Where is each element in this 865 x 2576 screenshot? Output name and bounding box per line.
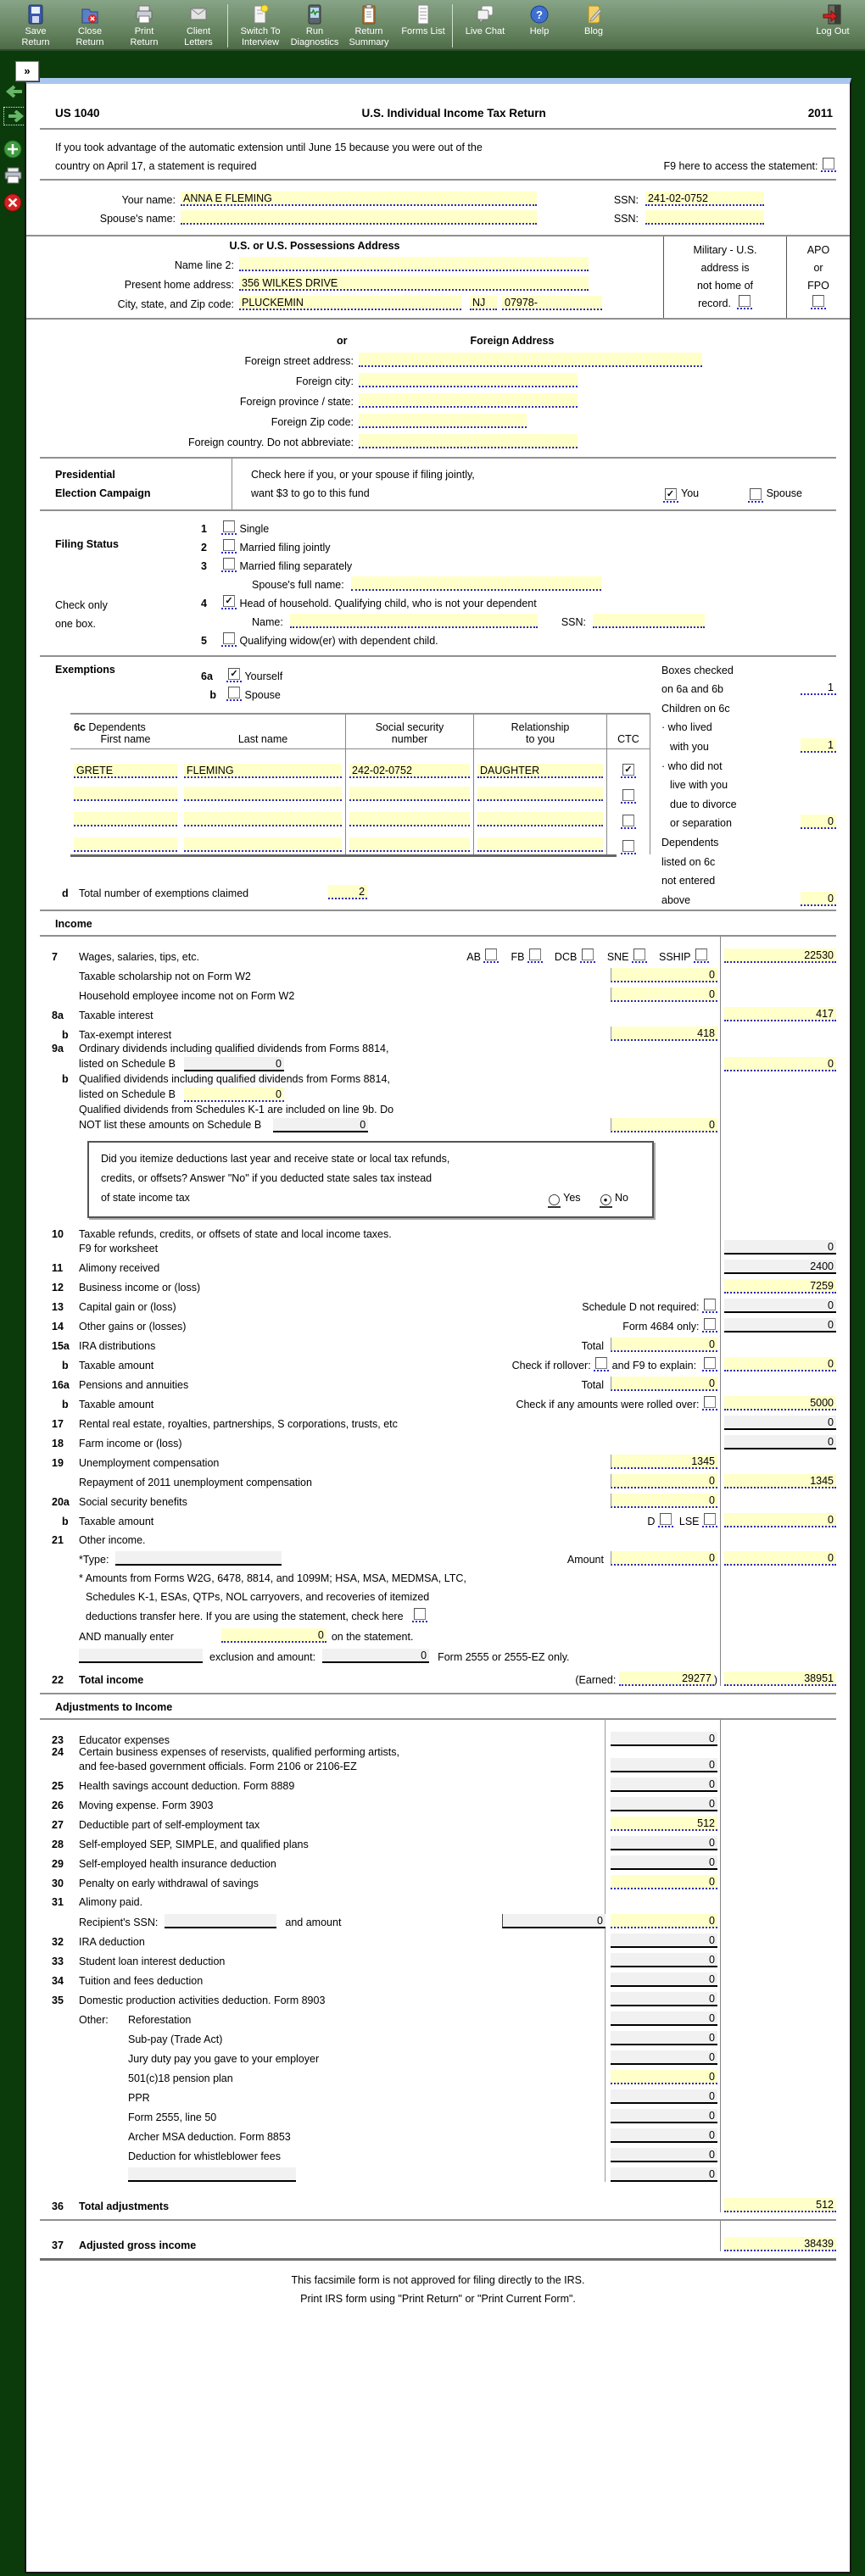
qualifying-child-name-field[interactable] xyxy=(290,614,538,628)
dependent-relationship[interactable]: DAUGHTER xyxy=(477,764,603,778)
foreign-address-header: Foreign Address xyxy=(470,335,555,347)
help-icon xyxy=(529,3,550,25)
line-29-row: 29 Self-employed health insurance deduction 0 xyxy=(40,1850,836,1870)
spouse-name-label: Spouse's name: xyxy=(99,213,176,225)
city-field[interactable]: PLUCKEMIN xyxy=(239,296,461,310)
line-6d-row: d Total number of exemptions claimed 2 xyxy=(40,879,836,899)
line-8a-row: 8a Taxable interest 417 xyxy=(40,1002,836,1021)
alimony-recipient-ssn-field[interactable] xyxy=(165,1914,276,1928)
line-15b-row: b Taxable amount Check if rollover: and F9 to explain: 0 xyxy=(40,1352,836,1371)
alimony-paid-amount[interactable]: 0 xyxy=(502,1914,606,1928)
line-9a-row: 9a Ordinary dividends including qualified dividends from Forms 8814, listed on Schedule B 0 0 xyxy=(40,1043,836,1071)
line-25-row: 25 Health savings account deduction. Form 8889 0 xyxy=(40,1772,836,1792)
form-header xyxy=(26,107,850,120)
business-expenses-amount[interactable]: 0 xyxy=(611,1758,717,1772)
diagnostics-icon xyxy=(304,3,325,25)
toolbar-separator xyxy=(452,4,453,47)
line-7-scholarship-row: Taxable scholarship not on Form W2 0 xyxy=(40,963,836,982)
exemption-yourself-checkbox[interactable]: ✓ xyxy=(226,668,242,682)
ordinary-dividends-amount[interactable]: 0 xyxy=(724,1057,836,1071)
dependent-last-name[interactable] xyxy=(184,812,342,826)
f9-explain-checkbox[interactable] xyxy=(702,1357,717,1371)
exemptions-summary-panel: Boxes checked on 6a and 6b 1 Children on 6c · who lived with you 1 · who did not live with you due to divorce or separation 0 Dependents listed on 6c not entered above 0 xyxy=(661,657,836,906)
extension-text: If you took advantage of the automatic extension until June 15 because you were out of the xyxy=(55,142,483,153)
boxes-checked-count: 1 xyxy=(801,681,836,695)
your-name-field[interactable]: ANNA E FLEMING xyxy=(181,192,537,206)
subpay-amount[interactable]: 0 xyxy=(611,2031,717,2045)
qualifying-child-ssn-field[interactable] xyxy=(593,614,705,628)
interview-page-icon xyxy=(250,3,271,25)
lse-checkbox[interactable] xyxy=(702,1513,717,1527)
other-archer-row: Archer MSA deduction. Form 8853 0 xyxy=(40,2123,836,2143)
dependent-first-name[interactable] xyxy=(74,837,177,852)
switch-to-interview-button[interactable]: Switch To Interview xyxy=(233,3,287,48)
f9-statement-label: F9 here to access the statement: xyxy=(663,160,818,172)
other-income-amount[interactable]: 0 xyxy=(611,1551,717,1566)
dependent-relationship[interactable] xyxy=(477,787,603,801)
unemployment-amount[interactable]: 1345 xyxy=(611,1455,717,1469)
tuition-fees-amount[interactable]: 0 xyxy=(611,1972,717,1987)
reforestation-amount[interactable]: 0 xyxy=(611,2011,717,2026)
line-35-row: 35 Domestic production activities deduction. Form 8903 0 xyxy=(40,1987,836,2006)
form-2555-line50-amount[interactable]: 0 xyxy=(611,2109,717,2123)
envelope-icon xyxy=(188,3,209,25)
us-address-header: U.S. or U.S. Possessions Address xyxy=(229,240,400,252)
hsa-deduction-amount[interactable]: 0 xyxy=(611,1778,717,1792)
line-30-row: 30 Penalty on early withdrawal of savings 0 xyxy=(40,1870,836,1889)
dependent-row xyxy=(70,829,650,854)
jury-duty-amount[interactable]: 0 xyxy=(611,2050,717,2065)
sne-checkbox[interactable] xyxy=(632,949,647,963)
ctc-checkbox[interactable]: ✓ xyxy=(621,764,636,778)
income-title: Income xyxy=(55,917,92,930)
dependent-row xyxy=(70,749,650,778)
income-header xyxy=(26,911,850,935)
line-24-row: 24 Certain business expenses of reservists, qualified performing artists, and fee-based government officials. Form 2106 or 2106-EZ 0 xyxy=(40,1746,836,1772)
line-32-row: 32 IRA deduction 0 xyxy=(40,1928,836,1948)
apo-fpo-checkbox[interactable] xyxy=(811,295,826,309)
form-us1040 xyxy=(25,78,851,2573)
other-form2555-row: Form 2555, line 50 0 xyxy=(40,2104,836,2123)
schedule-d-checkbox[interactable] xyxy=(702,1299,717,1313)
spouse-ssn-field[interactable] xyxy=(645,210,764,225)
spouse-name-field[interactable] xyxy=(181,210,537,225)
other-income-type-field[interactable] xyxy=(115,1551,282,1566)
line-22-row: 22 Total income (Earned: 29277 ) 38951 xyxy=(40,1663,836,1686)
other-501c18-row: 501(c)18 pension plan 0 xyxy=(40,2065,836,2084)
zip-field[interactable]: 07978- xyxy=(502,296,602,310)
state-field[interactable]: NJ xyxy=(470,296,497,310)
dependent-relationship[interactable] xyxy=(477,837,603,852)
whistleblower-fees-amount[interactable]: 0 xyxy=(611,2148,717,2162)
other-adjustment-amount[interactable]: 0 xyxy=(611,2167,717,2182)
blog-icon xyxy=(583,3,604,25)
dcb-checkbox[interactable] xyxy=(580,949,595,963)
help-button[interactable]: ? Help xyxy=(512,3,566,37)
alimony-paid-col-amount[interactable]: 0 xyxy=(611,1914,717,1928)
toolbar xyxy=(0,0,865,51)
line-26-row: 26 Moving expense. Form 3903 0 xyxy=(40,1792,836,1811)
dependent-first-name[interactable] xyxy=(74,787,177,801)
foreign-country-field[interactable] xyxy=(359,434,578,448)
line-20b-row: b Taxable amount D LSE 0 xyxy=(40,1508,836,1527)
line-36-row: 36 Total adjustments 512 xyxy=(40,2182,836,2212)
agi-amount[interactable]: 38439 xyxy=(724,2237,836,2251)
exemption-spouse-checkbox[interactable] xyxy=(226,687,242,701)
dependent-first-name[interactable]: GRETE xyxy=(74,764,177,778)
filing-single-checkbox[interactable] xyxy=(221,520,237,535)
ppr-amount[interactable]: 0 xyxy=(611,2089,717,2104)
back-arrow-icon[interactable] xyxy=(3,85,24,98)
sship-checkbox[interactable] xyxy=(694,949,709,963)
line-14-row: 14 Other gains or (losses) Form 4684 only: 0 xyxy=(40,1313,836,1333)
save-return-button[interactable]: Save Return xyxy=(8,3,63,48)
foreign-street-field[interactable] xyxy=(359,353,702,367)
dependent-row xyxy=(70,804,650,829)
line-11-row: 11 Alimony received 2400 xyxy=(40,1255,836,1274)
save-return-label: Save xyxy=(25,26,47,36)
adjustments-header xyxy=(26,1694,850,1718)
unemployment-net-amount[interactable]: 1345 xyxy=(724,1474,836,1488)
close-icon xyxy=(80,3,100,25)
dependent-ssn[interactable] xyxy=(349,787,470,801)
line-28-row: 28 Self-employed SEP, SIMPLE, and qualified plans 0 xyxy=(40,1831,836,1850)
dependent-last-name[interactable] xyxy=(184,787,342,801)
ira-deduction-amount[interactable]: 0 xyxy=(611,1933,717,1948)
presidential-title: Presidential Election Campaign xyxy=(55,469,151,499)
exemptions-title: Exemptions xyxy=(55,664,115,676)
form-id: US 1040 xyxy=(55,107,100,120)
line-19-row: 19 Unemployment compensation 1345 xyxy=(40,1449,836,1469)
extension-section: If you took advantage of the automatic extension until June 15 because you were out of the country on April 17, a statement is required F9 here to access the statement: xyxy=(26,130,850,172)
dependent-row xyxy=(70,778,650,804)
line-21-type-row: *Type: Amount 0 0 xyxy=(40,1546,836,1566)
pensions-taxable-amount[interactable]: 5000 xyxy=(724,1396,836,1410)
itemize-question-box: Did you itemize deductions last year and receive state or local tax refunds, credits, or offsets? Answer "No" if you deducted state sales tax instead of state income tax Yes ● No xyxy=(87,1141,654,1218)
other-income-note: * Amounts from Forms W2G, 6478, 8814, and 1099M; HSA, MSA, MEDMSA, LTC, xyxy=(79,1572,466,1584)
line-17-row: 17 Rental real estate, royalties, partnerships, S corporations, trusts, etc 0 xyxy=(40,1410,836,1430)
military-address-cell: Military - U.S. address is not home of record. xyxy=(663,236,786,318)
foreign-address-section: or Foreign Address Foreign street address: Foreign city: Foreign province / state: Foreign Zip code: Foreign country. Do not abbreviate: xyxy=(26,320,850,448)
foreign-zip-field[interactable] xyxy=(359,414,527,428)
foreign-city-field[interactable] xyxy=(359,373,578,387)
d-checkbox[interactable] xyxy=(658,1513,673,1527)
form-title: U.S. Individual Income Tax Return xyxy=(361,107,546,120)
exclusion-type-field[interactable] xyxy=(79,1649,203,1663)
exemptions-section: Exemptions 6a ✓ Yourself b Spouse 6c Dependents Social security Relationship First name Last name number to you CTC GRETE FLEMING 242-02-0752 DAUGHTER ✓ Boxes checked on 6a and 6b 1 Children on 6c · who lived with you 1 · who did not live with you due to divorce or separation 0 Dependents listed on 6c not entered above 0 d Total number of exemptions claimed 2 xyxy=(26,657,850,899)
names-section: Your name: ANNA E FLEMING SSN: 241-02-0752 Spouse's name: SSN: xyxy=(26,181,850,225)
dependent-first-name[interactable] xyxy=(74,812,177,826)
line-9b-row: b Qualified dividends including qualified dividends from Forms 8814, listed on Schedule B 0 xyxy=(62,1072,390,1100)
line-21-row: 21 Other income. xyxy=(52,1533,146,1546)
other-juryduty-row: Jury duty pay you gave to your employer 0 xyxy=(40,2045,836,2065)
line-12-row: 12 Business income or (loss) 7259 xyxy=(40,1274,836,1294)
logout-door-icon xyxy=(822,3,844,25)
other-subpay-row: Sub-pay (Trade Act) 0 xyxy=(40,2026,836,2045)
taxable-interest-amount[interactable]: 417 xyxy=(724,1007,836,1021)
chat-bubbles-icon xyxy=(475,3,495,25)
dependent-last-name[interactable] xyxy=(184,837,342,852)
line-31-ssn-row: Recipient's SSN: and amount 0 0 xyxy=(40,1908,836,1928)
line-10-row: 10 Taxable refunds, credits, or offsets of state and local income taxes. F9 for worksheet 0 xyxy=(40,1228,836,1255)
statement-checkbox[interactable] xyxy=(412,1608,427,1622)
line-7-amount[interactable]: 22530 xyxy=(724,949,836,963)
rolled-over-checkbox[interactable] xyxy=(702,1396,717,1410)
filing-status-title: Filing Status xyxy=(55,538,119,550)
filing-status-section: Filing Status Check only one box. 1 Single 2 Married filing jointly 3 Married filing separately Spouse's full name: 4 ✓ Head of household. Qualifying child, who is not your dependent Name: SSN: 5 Qualifying widow(er) with dependent child. xyxy=(26,511,850,647)
dependent-ssn[interactable] xyxy=(349,812,470,826)
extension-checkbox[interactable] xyxy=(821,158,836,172)
line-31-row: 31 Alimony paid. xyxy=(52,1895,143,1908)
filing-widow-checkbox[interactable] xyxy=(221,632,237,647)
dependents-not-entered-count: 0 xyxy=(801,892,836,906)
divider xyxy=(70,854,617,857)
line-21-exclusion-row: exclusion and amount: 0 Form 2555 or 2555-EZ only. xyxy=(40,1643,836,1663)
return-summary-button[interactable]: Return Summary xyxy=(342,3,396,48)
us-address-box: U.S. or U.S. Possessions Address Name line 2: Present home address: 356 WILKES DRIVE City, state, and Zip code: PLUCKEMIN NJ 07978- Military - U.S. address is not home of record. APO or FPO xyxy=(26,235,850,320)
dependent-relationship[interactable] xyxy=(477,812,603,826)
line-7-household-row: Household employee income not on Form W2 0 xyxy=(40,982,836,1002)
domestic-production-amount[interactable]: 0 xyxy=(611,1992,717,2006)
dependent-last-name[interactable]: FLEMING xyxy=(184,764,342,778)
adjustments-title: Adjustments to Income xyxy=(55,1700,173,1713)
itemize-no-radio[interactable]: ● xyxy=(600,1194,612,1208)
ab-checkbox[interactable] xyxy=(483,949,499,963)
household-employee-amount[interactable]: 0 xyxy=(611,988,717,1002)
agi-section xyxy=(26,2221,850,2251)
moving-expense-amount[interactable]: 0 xyxy=(611,1797,717,1811)
children-lived-count: 1 xyxy=(801,738,836,753)
blog-button[interactable]: Blog xyxy=(566,3,621,37)
filing-mfs-checkbox[interactable] xyxy=(221,558,237,572)
dependents-table: 6c Dependents Social security Relationship First name Last name number to you CTC GRETE FLEMING 242-02-0752 DAUGHTER ✓ xyxy=(70,713,650,854)
filing-mfj-checkbox[interactable] xyxy=(221,539,237,554)
farm-income-amount[interactable]: 0 xyxy=(724,1435,836,1449)
dependent-ssn[interactable] xyxy=(349,837,470,852)
print-icon[interactable] xyxy=(3,166,24,185)
ira-taxable-amount[interactable]: 0 xyxy=(724,1357,836,1371)
form-year: 2011 xyxy=(807,107,833,120)
forms-list-icon xyxy=(413,3,433,25)
other-reforestation-row: Other: Reforestation 0 xyxy=(40,2006,836,2026)
business-income-amount[interactable]: 7259 xyxy=(724,1279,836,1294)
scholarship-amount[interactable]: 0 xyxy=(611,968,717,982)
spouse-full-name-field[interactable] xyxy=(351,576,601,591)
line-18-row: 18 Farm income or (loss) 0 xyxy=(40,1430,836,1449)
other-whistleblower-row: Deduction for whistleblower fees 0 xyxy=(40,2143,836,2162)
military-checkbox[interactable] xyxy=(737,295,752,309)
capital-gain-amount[interactable]: 0 xyxy=(724,1299,836,1313)
manual-statement-amount[interactable]: 0 xyxy=(221,1628,326,1643)
line-9-k1-row: Qualified dividends from Schedules K-1 are included on line 9b. Do NOT list these amounts on Schedule B 0 0 xyxy=(40,1104,836,1132)
svg-text:?: ? xyxy=(536,8,543,21)
line-15a-row: 15a IRA distributions Total 0 xyxy=(40,1333,836,1352)
income-body: 7 Wages, salaries, tips, etc. AB FB DCB SNE SSHIP 22530 Taxable scholarship not on Form W2 0 Household employee income not on Form W2 0 8a Taxable interest 417 b Tax-exempt interest 418 9a Ordinary dividends including qualified dividends from Forms 8814, listed on Schedule B 0 0 b Qualified dividends including qualified dividends from Forms 8814, listed on Schedule B 0 Qualified dividends from Schedules K-1 are included on line 9b. Do NOT list these amounts on Schedule B 0 0 Did you itemize deductions last year and receive state or local tax refunds, credits, or offsets? Answer "No" if you deducted state sales tax instead of state income tax Yes ● No 10 Taxable refunds, credits, or offsets of state and local income taxes. F9 for worksheet 0 11 Alimony received 2400 12 Business income or (loss) 7259 13 Capital gain or (loss) Schedule D not required: 0 14 Other gains or (losses) Form 4684 only: 0 15a IRA distributions Total 0 b Taxable amount Check if rollover: and F9 to explain: 0 16a Pensions and annuities Total 0 b Taxable amount Check if any amounts were rolled over: 5000 17 Rental real estate, royalties, partnerships, S corporations, trusts, etc 0 18 Farm income or (loss) 0 19 Unemployment compensation 1345 Repayment of 2011 unemployment compensation 0 1345 20a Social security benefits 0 b Taxable amount D LSE 0 21 Other income. *Type: Amount 0 0 * Amounts from Forms W2G, 6478, 8814, and 1099M; HSA, MSA, MEDMSA, LTC, Schedules K-1, ESAs, QTPs, NOL carryovers, and recoveries of itemized deductions transfer here. If you are using the statement, check here AND manually enter 0 on the statement. exclusion and amount: 0 Form 2555 or 2555-EZ only. 22 Total income (Earned: 29277 ) 38951 xyxy=(26,937,850,1686)
se-tax-deduction-amount[interactable]: 512 xyxy=(611,1817,717,1831)
run-diagnostics-button[interactable]: Run Diagnostics xyxy=(287,3,342,48)
line-7-row: 7 Wages, salaries, tips, etc. AB FB DCB SNE SSHIP 22530 xyxy=(40,943,836,963)
other-adjustment-field[interactable] xyxy=(128,2167,296,2182)
toolbar-separator xyxy=(227,4,228,47)
logout-button[interactable] xyxy=(806,3,860,37)
line-13-row: 13 Capital gain or (loss) Schedule D not required: 0 xyxy=(40,1294,836,1313)
educator-expenses-amount[interactable]: 0 xyxy=(611,1732,717,1746)
earned-income-amount: 29277 xyxy=(619,1672,714,1686)
line-16b-row: b Taxable amount Check if any amounts were rolled over: 5000 xyxy=(40,1391,836,1410)
printer-icon xyxy=(134,3,154,25)
other-income-total[interactable]: 0 xyxy=(724,1551,836,1566)
line-37-row: 37 Adjusted gross income 38439 xyxy=(40,2224,836,2251)
pensions-total[interactable]: 0 xyxy=(611,1377,717,1391)
pension-501c18-amount[interactable]: 0 xyxy=(611,2070,717,2084)
9a-schedule-b-amount[interactable]: 0 xyxy=(184,1057,284,1071)
adjustments-body xyxy=(26,1720,850,2212)
itemize-yes-radio[interactable] xyxy=(548,1194,561,1208)
total-exemptions-field[interactable]: 2 xyxy=(328,885,367,899)
children-not-lived-count: 0 xyxy=(801,815,836,829)
early-withdrawal-penalty-amount[interactable]: 0 xyxy=(611,1875,717,1889)
ctc-checkbox[interactable] xyxy=(621,840,636,854)
alimony-received-amount[interactable]: 2400 xyxy=(724,1260,836,1274)
taxable-refunds-amount[interactable]: 0 xyxy=(724,1240,836,1255)
filing-status-note: Check only one box. xyxy=(55,599,108,630)
line-20a-row: 20a Social security benefits 0 xyxy=(40,1488,836,1508)
k1-col-amount[interactable]: 0 xyxy=(611,1118,717,1132)
k1-dividends-amount[interactable]: 0 xyxy=(273,1118,368,1132)
ss-taxable-amount[interactable]: 0 xyxy=(724,1513,836,1527)
save-icon xyxy=(25,3,46,25)
9b-schedule-b-amount[interactable]: 0 xyxy=(184,1088,284,1102)
line-16a-row: 16a Pensions and annuities Total 0 xyxy=(40,1371,836,1391)
close-return-button[interactable]: Close Return xyxy=(63,3,117,48)
name-line2-field[interactable] xyxy=(239,257,589,271)
logout-label: Log Out xyxy=(816,26,850,36)
campaign-you-checkbox[interactable]: ✓ xyxy=(663,488,678,503)
ctc-checkbox[interactable] xyxy=(621,789,636,804)
fb-checkbox[interactable] xyxy=(527,949,543,963)
campaign-spouse-checkbox[interactable] xyxy=(748,488,763,503)
home-address-field[interactable]: 356 WILKES DRIVE xyxy=(239,276,589,291)
line-19-repayment-row: Repayment of 2011 unemployment compensation 0 1345 xyxy=(40,1469,836,1488)
other-ppr-row: PPR 0 xyxy=(40,2084,836,2104)
student-loan-interest-amount[interactable]: 0 xyxy=(611,1953,717,1967)
add-icon[interactable] xyxy=(3,140,22,159)
dependent-ssn[interactable]: 242-02-0752 xyxy=(349,764,470,778)
line-33-row: 33 Student loan interest deduction 0 xyxy=(40,1948,836,1967)
your-ssn-field[interactable]: 241-02-0752 xyxy=(645,192,764,206)
apo-fpo-cell: APO or FPO xyxy=(786,236,850,318)
ctc-checkbox[interactable] xyxy=(621,815,636,829)
rental-amount[interactable]: 0 xyxy=(724,1416,836,1430)
your-name-label: Your name: xyxy=(121,194,176,206)
client-letters-button[interactable]: Client Letters xyxy=(171,3,226,48)
line-23-row: 23 Educator expenses 0 xyxy=(40,1727,836,1746)
other-gains-amount[interactable]: 0 xyxy=(724,1318,836,1333)
total-adjustments-amount[interactable]: 512 xyxy=(724,2198,836,2212)
delete-icon[interactable] xyxy=(3,193,22,212)
sep-simple-amount[interactable]: 0 xyxy=(611,1836,717,1850)
or-label: or xyxy=(337,335,348,347)
exclusion-amount-field[interactable]: 0 xyxy=(322,1649,429,1663)
social-security-amount[interactable]: 0 xyxy=(611,1494,717,1508)
archer-msa-amount[interactable]: 0 xyxy=(611,2128,717,2143)
ira-distributions-total[interactable]: 0 xyxy=(611,1338,717,1352)
print-return-button[interactable]: Print Return xyxy=(117,3,171,48)
presidential-section: Presidential Election Campaign Check here if you, or your spouse if filing jointly, want $3 to go to this fund ✓ You Spouse xyxy=(26,459,850,509)
filing-hoh-checkbox[interactable]: ✓ xyxy=(221,595,237,609)
line-8b-row: b Tax-exempt interest 418 xyxy=(40,1021,836,1041)
line-21-manual-row: AND manually enter 0 on the statement. xyxy=(79,1628,414,1643)
live-chat-button[interactable]: Live Chat xyxy=(458,3,512,37)
divider xyxy=(40,2258,836,2261)
tax-exempt-interest-amount[interactable]: 418 xyxy=(611,1027,717,1041)
forms-list-button[interactable]: Forms List xyxy=(396,3,450,37)
clipboard-icon xyxy=(359,3,379,25)
se-health-insurance-amount[interactable]: 0 xyxy=(611,1855,717,1870)
other-blank-row xyxy=(40,2162,836,2182)
line-34-row: 34 Tuition and fees deduction 0 xyxy=(40,1967,836,1987)
unemployment-repayment-amount[interactable]: 0 xyxy=(611,1474,717,1488)
foreign-province-field[interactable] xyxy=(359,393,578,408)
form-4684-checkbox[interactable] xyxy=(702,1318,717,1333)
form-footer: This facsimile form is not approved for filing directly to the IRS. Print IRS form using "Print Return" or "Print Current Form". xyxy=(291,2273,585,2305)
expand-rail-button[interactable]: » xyxy=(15,61,39,81)
rollover-checkbox[interactable] xyxy=(594,1357,609,1371)
total-income-amount[interactable]: 38951 xyxy=(724,1672,836,1686)
line-27-row: 27 Deductible part of self-employment tax 512 xyxy=(40,1811,836,1831)
